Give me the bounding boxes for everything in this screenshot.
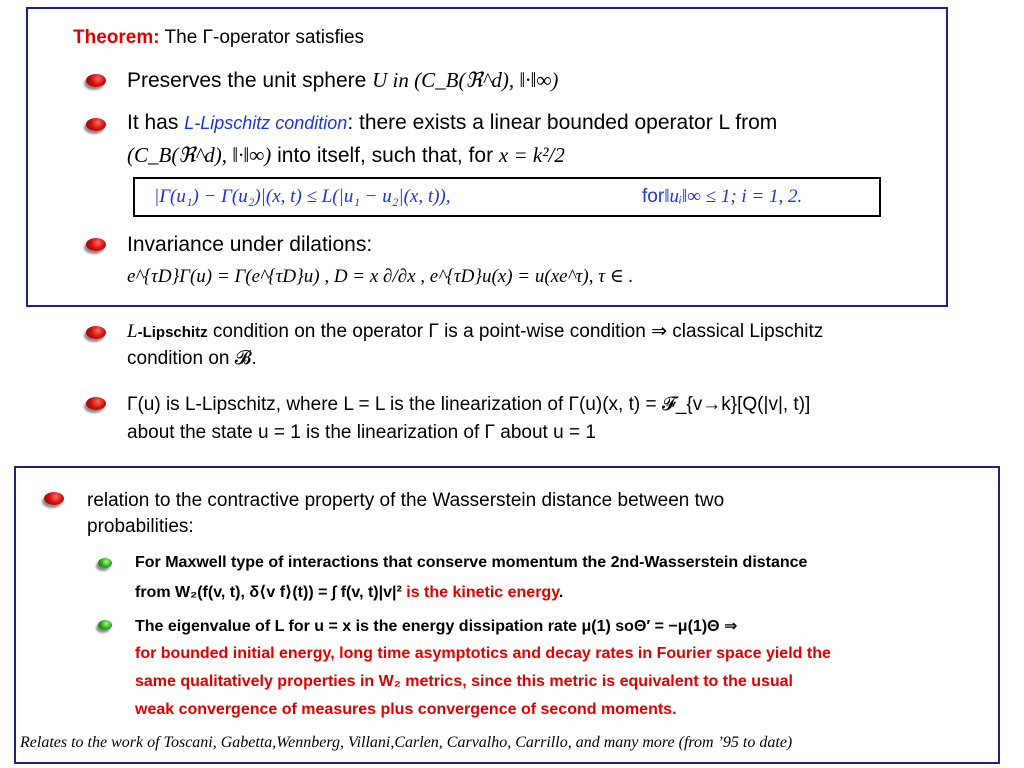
sub-bullet-icon bbox=[98, 620, 112, 630]
theorem-text: The Γ-operator satisfies bbox=[164, 27, 365, 48]
inequality-condition bbox=[642, 186, 802, 208]
bullet-icon bbox=[44, 492, 64, 505]
theorem-item-2 bbox=[127, 111, 777, 135]
item-text: Γ(u) is L-Lipschitz, where L = L is the linearization of Γ(u)(x, t) = 𝓕_{v→k}[Q(|v|, t)] bbox=[127, 394, 811, 415]
eigenvalue-item-line2 bbox=[135, 645, 831, 663]
theorem-heading bbox=[73, 27, 364, 49]
item-text: For Maxwell type of interactions that conserve momentum the 2nd-Wasserstein distance bbox=[135, 554, 808, 571]
bullet-icon bbox=[86, 238, 106, 251]
item-text: weak convergence of measures plus convergence of second moments. bbox=[135, 701, 677, 718]
inequality-math: |Γ(u₁) − Γ(u₂)|(x, t) ≤ L(|u₁ − u₂|(x, t)), bbox=[154, 186, 451, 207]
dilation-math: e^{τD}Γ(u) = Γ(e^{τD}u) , D = x ∂/∂x , e^{τD}u(x) = u(xe^τ), τ ∈ . bbox=[127, 266, 634, 287]
inequality-for: for bbox=[642, 186, 665, 207]
lipschitz-term: L-Lipschitz condition bbox=[184, 113, 348, 133]
item-text: for bounded initial energy, long time asymptotics and decay rates in Fourier space yield the bbox=[135, 645, 831, 662]
item-text: probabilities: bbox=[87, 516, 194, 537]
note-item-2-line2 bbox=[127, 422, 596, 444]
item-text: into itself, such that, for bbox=[277, 144, 494, 167]
lipschitz-bold: -Lipschitz bbox=[137, 324, 208, 341]
inequality bbox=[154, 186, 451, 208]
theorem-item-2-line2 bbox=[127, 143, 565, 168]
item-text: It has bbox=[127, 111, 179, 134]
theorem-label: Theorem: bbox=[73, 27, 160, 48]
theorem-item-3-math bbox=[127, 265, 633, 288]
inequality-cond: ‖uᵢ‖∞ ≤ 1; i = 1, 2. bbox=[664, 186, 803, 207]
item-text: same qualitatively properties in W₂ metrics, since this metric is equivalent to the usual bbox=[135, 673, 793, 690]
item-math: L bbox=[127, 321, 138, 342]
bullet-icon bbox=[86, 118, 106, 131]
bullet-icon bbox=[86, 397, 106, 410]
item-text: condition on the operator Γ is a point-wise condition ⇒ classical Lipschitz bbox=[212, 321, 824, 342]
item-text: . bbox=[558, 584, 564, 601]
item-text: from W₂(f(v, t), δ⟨v f⟩(t)) = ∫ f(v, t)|v|² bbox=[135, 584, 402, 601]
item-math: x = k²/2 bbox=[498, 143, 565, 167]
sub-bullet-icon bbox=[98, 558, 112, 568]
maxwell-item-line2 bbox=[135, 582, 563, 602]
theorem-item-3 bbox=[127, 233, 372, 257]
item-math: (C_B(ℜ^d), ‖·‖∞) bbox=[127, 143, 272, 167]
references-footer: Relates to the work of Toscani, Gabetta,Wennberg, Villani,Carlen, Carvalho, Carrillo, and many more (from ’95 to date) bbox=[20, 734, 793, 751]
eigenvalue-item-line4 bbox=[135, 701, 677, 719]
eigenvalue-item bbox=[135, 616, 737, 636]
relation-item-line2 bbox=[87, 516, 194, 538]
relation-item bbox=[87, 490, 724, 512]
item-text: relation to the contractive property of the Wasserstein distance between two bbox=[87, 490, 725, 511]
item-text: Invariance under dilations: bbox=[127, 233, 373, 256]
note-item-1 bbox=[127, 320, 823, 343]
eigenvalue-item-line3 bbox=[135, 673, 793, 691]
theorem-item-1 bbox=[127, 68, 558, 93]
note-item-1-line2 bbox=[127, 348, 257, 370]
item-math: U in (C_B(ℜ^d), ‖·‖∞) bbox=[372, 68, 559, 92]
item-text: Preserves the unit sphere bbox=[127, 69, 367, 92]
item-text: condition on 𝓑. bbox=[127, 348, 257, 369]
item-text: : there exists a linear bounded operator L from bbox=[347, 111, 778, 134]
maxwell-item bbox=[135, 554, 807, 572]
bullet-icon bbox=[86, 74, 106, 87]
item-text: The eigenvalue of L for u = x is the energy dissipation rate μ(1) soΘ′ = −μ(1)Θ ⇒ bbox=[135, 618, 738, 635]
note-item-2 bbox=[127, 394, 810, 416]
item-text: about the state u = 1 is the linearization of Γ about u = 1 bbox=[127, 422, 596, 443]
bullet-icon bbox=[86, 326, 106, 339]
kinetic-energy-text: is the kinetic energy bbox=[406, 584, 559, 601]
